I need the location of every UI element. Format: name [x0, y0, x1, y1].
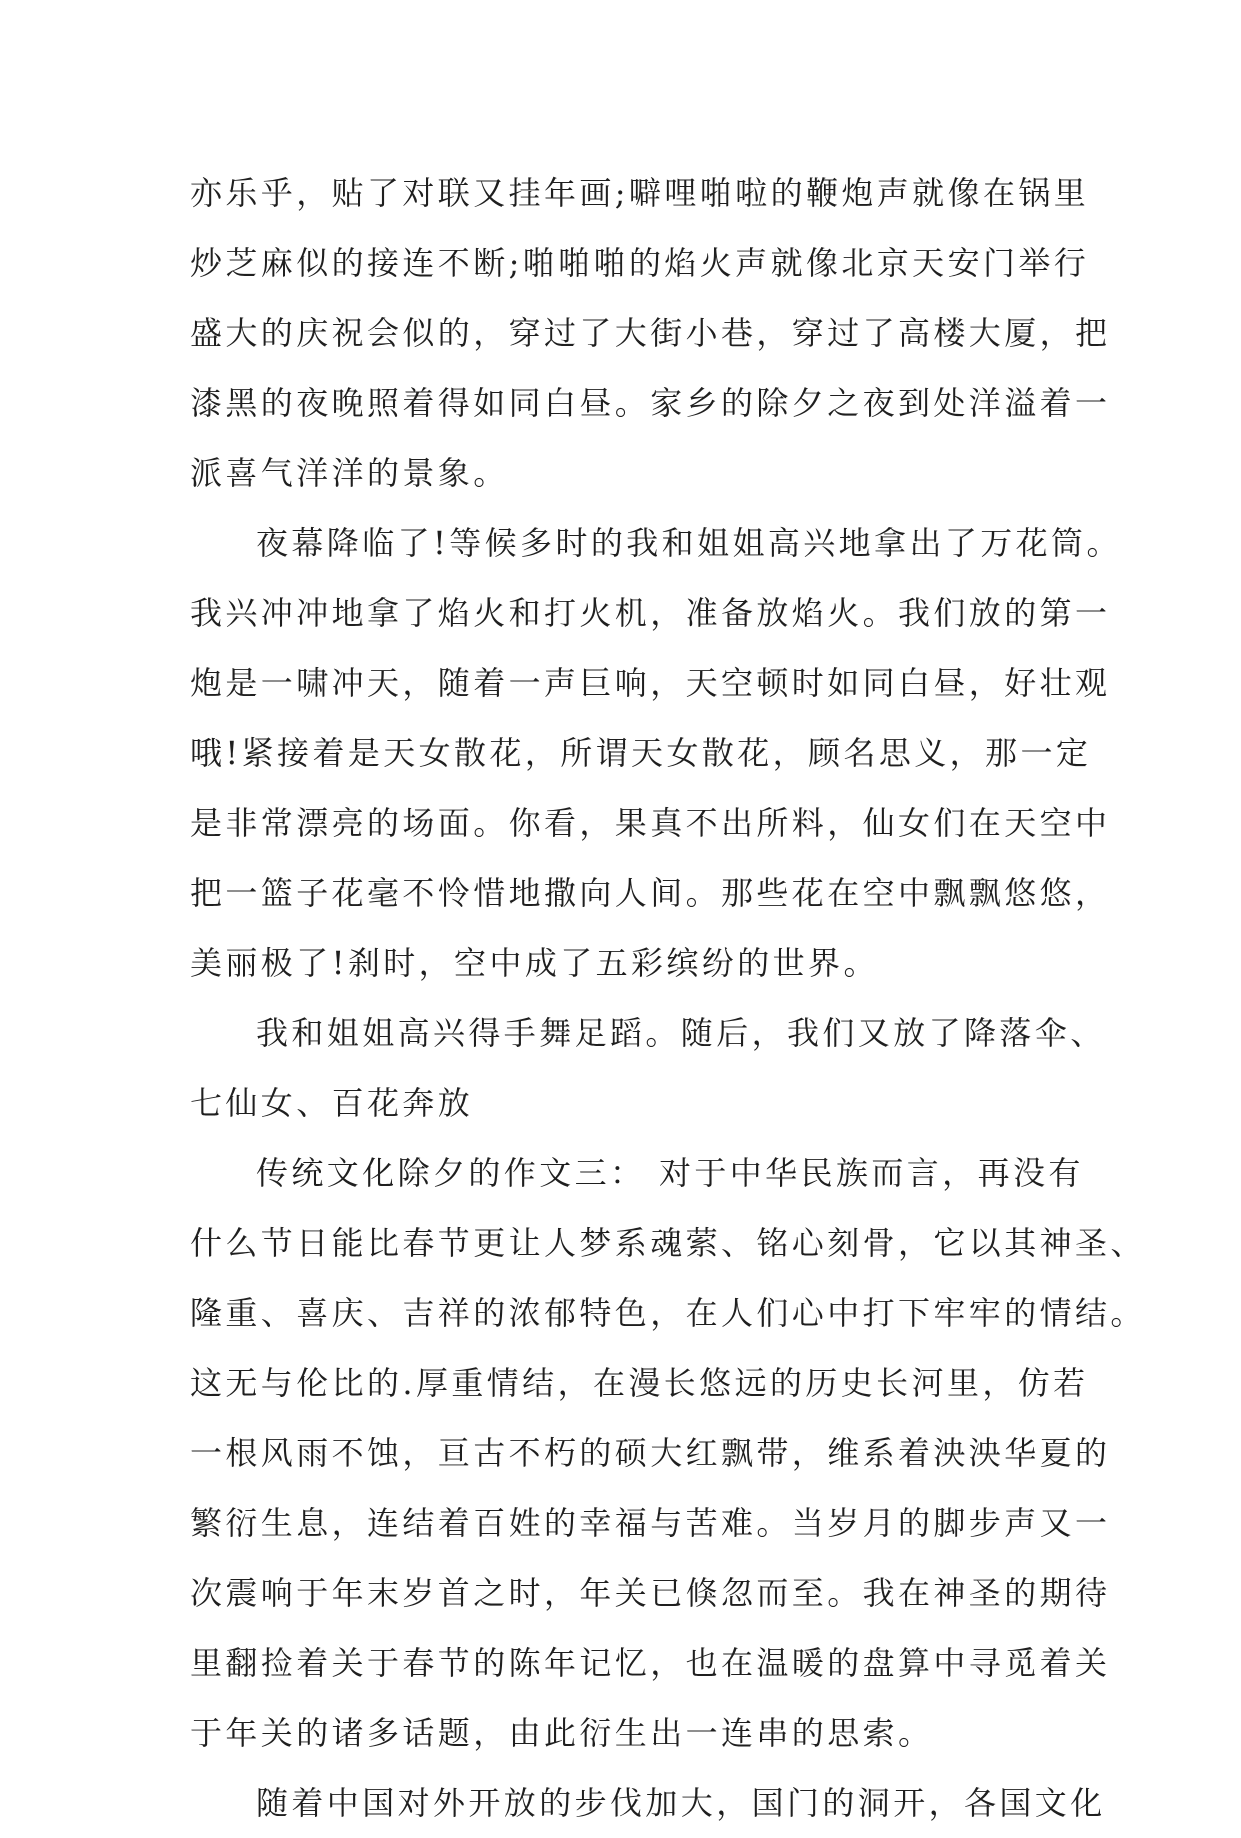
text-line: 是非常漂亮的场面。你看，果真不出所料，仙女们在天空中 [190, 804, 1111, 842]
text-line: 这无与伦比的.厚重情结，在漫长悠远的历史长河里，仿若 [190, 1364, 1089, 1402]
text-line: 随着中国对外开放的步伐加大，国门的洞开，各国文化 [256, 1784, 1106, 1822]
text-line: 亦乐乎，贴了对联又挂年画;噼哩啪啦的鞭炮声就像在锅里 [190, 174, 1090, 212]
text-line: 炮是一啸冲天，随着一声巨响，天空顿时如同白昼，好壮观 [190, 664, 1111, 702]
text-line: 哦!紧接着是天女散花，所谓天女散花，顾名思义，那一定 [190, 734, 1092, 772]
text-line: 里翻捡着关于春节的陈年记忆，也在温暖的盘算中寻觅着关 [190, 1644, 1111, 1682]
text-line: 七仙女、百花奔放 [190, 1084, 474, 1122]
text-line: 次震响于年末岁首之时，年关已倏忽而至。我在神圣的期待 [190, 1574, 1111, 1612]
text-line: 我兴冲冲地拿了焰火和打火机，准备放焰火。我们放的第一 [190, 594, 1111, 632]
text-line: 盛大的庆祝会似的，穿过了大街小巷，穿过了高楼大厦，把 [190, 314, 1111, 352]
text-line: 夜幕降临了!等候多时的我和姐姐高兴地拿出了万花筒。 [256, 524, 1122, 562]
text-line: 于年关的诸多话题，由此衍生出一连串的思索。 [190, 1714, 934, 1752]
text-line: 隆重、喜庆、吉祥的浓郁特色，在人们心中打下牢牢的情结。 [190, 1294, 1146, 1332]
text-line: 派喜气洋洋的景象。 [190, 454, 509, 492]
text-line: 漆黑的夜晚照着得如同白昼。家乡的除夕之夜到处洋溢着一 [190, 384, 1111, 422]
text-line: 炒芝麻似的接连不断;啪啪啪的焰火声就像北京天安门举行 [190, 244, 1090, 282]
text-line: 我和姐姐高兴得手舞足蹈。随后，我们又放了降落伞、 [256, 1014, 1106, 1052]
text-line: 繁衍生息，连结着百姓的幸福与苦难。当岁月的脚步声又一 [190, 1504, 1111, 1542]
text-line: 传统文化除夕的作文三： 对于中华民族而言，再没有 [256, 1154, 1084, 1192]
body-text [190, 158, 1146, 1838]
text-line: 一根风雨不蚀，亘古不朽的硕大红飘带，维系着泱泱华夏的 [190, 1434, 1111, 1472]
text-line: 美丽极了!刹时，空中成了五彩缤纷的世界。 [190, 944, 879, 982]
text-line: 什么节日能比春节更让人梦系魂萦、铭心刻骨，它以其神圣、 [190, 1224, 1146, 1262]
text-line: 把一篮子花毫不怜惜地撒向人间。那些花在空中飘飘悠悠， [190, 874, 1111, 912]
